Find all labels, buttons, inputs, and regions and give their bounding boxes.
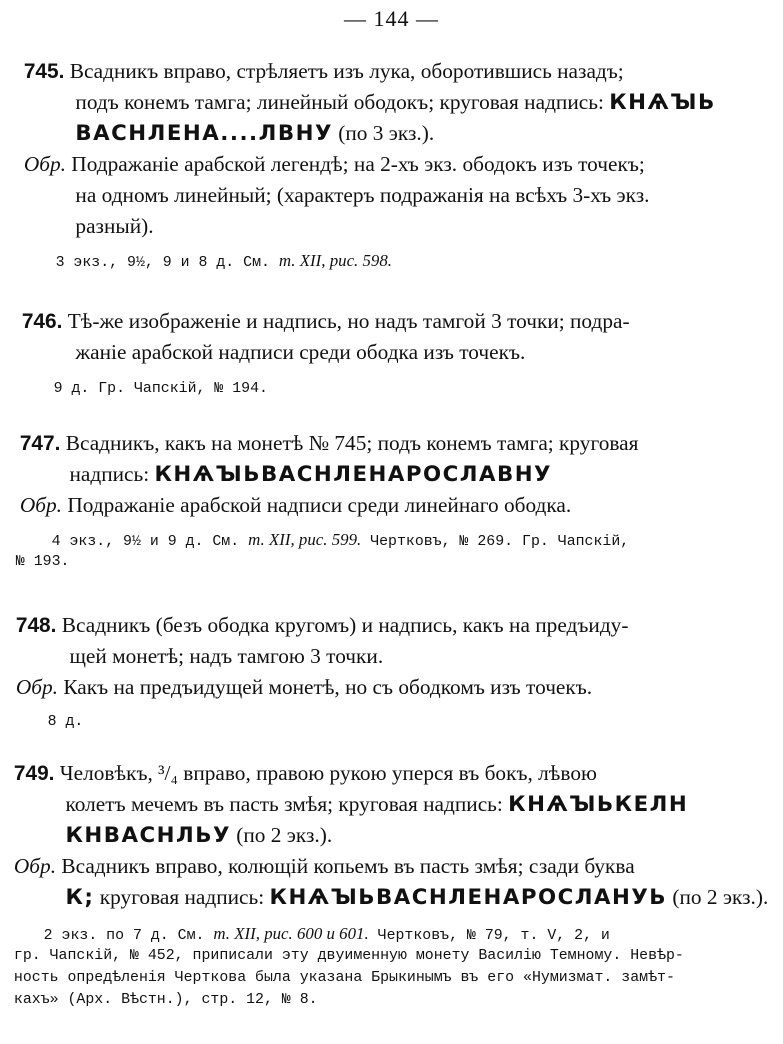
description-line: Тѣ-же изображеніе и надпись, но надъ тамгой 3 точки; подра-	[67, 309, 630, 333]
page-number: — 144 —	[344, 6, 439, 31]
reference-text: гр. Чапскій, № 452, приписали эту двуименную монету Василію Темному. Невѣр-	[13, 947, 684, 964]
entry-749-reference	[0, 923, 783, 1011]
entry-number: 745.	[23, 60, 65, 83]
description-line: Человѣкъ, ³/₄ вправо, правою рукою уперся въ бокъ, лѣвою	[59, 761, 597, 785]
entry-748-reverse	[0, 672, 783, 703]
entry-number: 746.	[21, 310, 63, 333]
description-line: щей монетѣ; надъ тамгою 3 точки.	[69, 644, 384, 668]
reference-text: 9 д. Гр. Чапскій, № 194.	[53, 380, 268, 397]
description-line: (по 2 экз.).	[236, 823, 333, 847]
description-line: (по 3 экз.).	[338, 121, 435, 145]
reference-plate: т. XII, рис. 599.	[248, 530, 362, 549]
reference-text: ность опредѣленія Черткова была указана Брыкинымъ въ его «Нумизмат. замѣт-	[13, 969, 675, 986]
description-line: подъ конемъ тамга; линейный ободокъ; круговая надпись:	[75, 90, 604, 114]
entry-748	[0, 610, 783, 733]
description-line: жаніе арабской надписи среди ободка изъ точекъ.	[75, 340, 526, 364]
reverse-line: Всадникъ вправо, колющій копьемъ въ пасть змѣя; сзади буква	[61, 854, 635, 878]
legend-text: КНѦꙐЬВАСНЛЕНАРОСЛАВНУ	[154, 462, 552, 487]
reverse-line: круговая надпись:	[99, 885, 265, 909]
entry-747-reference	[0, 529, 783, 573]
legend-letter: К;	[65, 885, 95, 910]
reverse-line: Подражаніе арабской легендѣ; на 2-хъ экз. ободокъ изъ точекъ;	[71, 152, 645, 176]
reverse-line: Подражаніе арабской надписи среди линейнаго ободка.	[67, 493, 572, 517]
entry-number: 749.	[13, 762, 55, 785]
legend-text: ВАСНЛЕНА....ЛВНУ	[75, 121, 333, 146]
description-line: Всадникъ вправо, стрѣляетъ изъ лука, оборотившись назадъ;	[69, 59, 624, 83]
reference-text: 4 экз., 9½ и 9 д. См.	[51, 533, 240, 550]
entry-746-description	[0, 306, 783, 368]
reference-text: Чертковъ, № 269. Гр. Чапскій,	[370, 533, 630, 550]
reference-text: 3 экз., 9½, 9 и 8 д. См.	[55, 254, 270, 271]
reverse-label: Обр.	[19, 493, 62, 517]
legend-text: КНѦꙐЬ	[609, 90, 716, 115]
description-line: надпись:	[69, 462, 150, 486]
entry-747	[0, 428, 783, 573]
entry-745	[0, 56, 783, 272]
entry-749-description	[0, 758, 783, 851]
entry-748-reference	[0, 711, 783, 733]
reverse-line: на одномъ линейный; (характеръ подражанія на всѣхъ 3-хъ экз.	[75, 183, 650, 207]
reverse-line: разный).	[75, 214, 154, 238]
reference-plate: т. XII, рис. 598.	[278, 251, 393, 270]
entry-746-reference	[0, 378, 783, 400]
reverse-line: Какъ на предъидущей монетѣ, но съ ободкомъ изъ точекъ.	[63, 675, 593, 699]
entry-747-description	[0, 428, 783, 490]
reference-plate: т. XII, рис. 600 и 601.	[213, 924, 369, 943]
entry-745-reverse	[0, 149, 783, 242]
reference-text: 8 д.	[47, 713, 84, 730]
entry-number: 747.	[19, 432, 61, 455]
description-line: Всадникъ (безъ ободка кругомъ) и надпись, какъ на предъиду-	[61, 613, 629, 637]
entry-747-reverse	[0, 490, 783, 521]
reverse-line: (по 2 экз.).	[672, 885, 769, 909]
description-line: колетъ мечемъ въ пасть змѣя; круговая надпись:	[65, 792, 503, 816]
entry-746	[0, 306, 783, 400]
description-line: Всадникъ, какъ на монетѣ № 745; подъ конемъ тамга; круговая	[65, 431, 639, 455]
reference-text: кахъ» (Арх. Вѣстн.), стр. 12, № 8.	[13, 991, 318, 1008]
reference-text: Чертковъ, № 79, т. V, 2, и	[377, 927, 610, 944]
reverse-label: Обр.	[15, 675, 59, 699]
entry-number: 748.	[15, 614, 57, 637]
legend-text: КНВАСНЛЬУ	[65, 823, 231, 848]
entry-745-reference	[0, 250, 783, 272]
reference-text: 2 экз. по 7 д. См.	[43, 927, 205, 944]
reverse-label: Обр.	[23, 152, 66, 176]
legend-text: КНѦꙐЬВАСНЛЕНАРОСЛАНУЬ	[269, 885, 668, 910]
entry-749	[0, 758, 783, 1011]
entry-745-description	[0, 56, 783, 149]
reference-text: № 193.	[15, 553, 70, 570]
entry-748-description	[0, 610, 783, 672]
entry-749-reverse	[0, 851, 783, 913]
reverse-label: Обр.	[13, 854, 57, 878]
legend-text: КНѦꙐЬКЕЛН	[508, 792, 689, 817]
